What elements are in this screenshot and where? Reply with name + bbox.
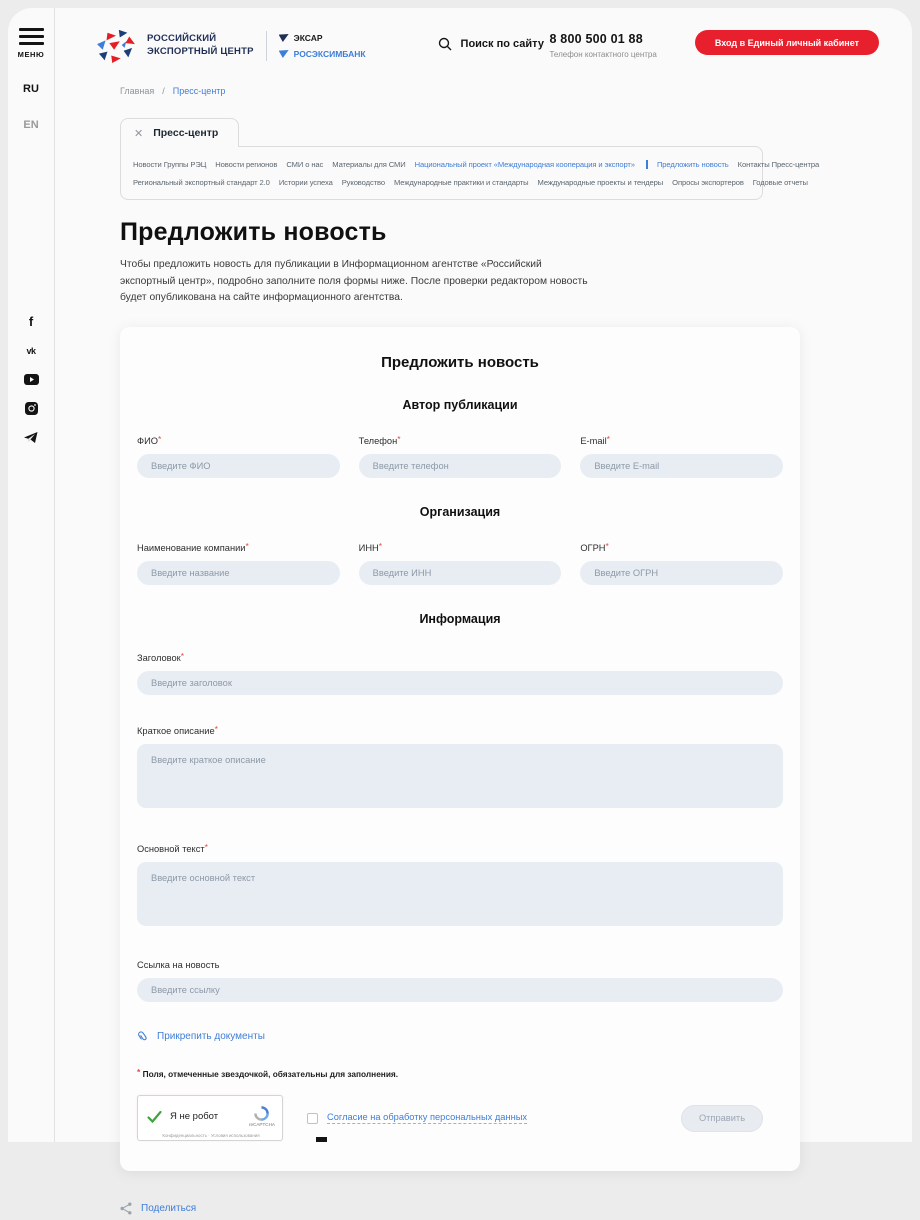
phone-caption: Телефон контактного центра [549, 50, 657, 59]
site-search[interactable] [438, 37, 544, 51]
nav-link[interactable]: Новости регионов [215, 160, 278, 169]
section-organization: Организация [419, 505, 501, 520]
share-icon [120, 1202, 132, 1215]
captcha-label: Я не робот [170, 1111, 219, 1123]
form-footer-row [137, 1095, 783, 1141]
news-link-input[interactable] [137, 978, 783, 1002]
divider [266, 31, 267, 61]
partner-links [279, 33, 366, 59]
search-icon [438, 37, 452, 51]
section-information: Информация [419, 612, 501, 627]
telegram-icon[interactable] [24, 431, 38, 445]
tab-press-center[interactable]: ✕ Пресс-центр [120, 118, 239, 147]
suggest-news-form [120, 327, 800, 1171]
nav-link[interactable]: Истории успеха [278, 178, 333, 187]
login-button[interactable]: Вход в Единый личный кабинет [695, 30, 879, 55]
inn-input[interactable] [359, 561, 562, 585]
search-label: Поиск по сайту [460, 38, 544, 50]
menu-button[interactable] [18, 28, 45, 59]
required-marker: * [606, 434, 610, 445]
field-news-link: Ссылка на новость Введите ссылку [137, 960, 783, 1002]
recaptcha-widget[interactable] [137, 1095, 283, 1141]
facebook-icon[interactable]: f [28, 314, 34, 330]
breadcrumb [120, 86, 912, 96]
nav-link[interactable]: Годовые отчеты [752, 178, 808, 187]
check-icon [147, 1111, 162, 1123]
lang-en[interactable]: EN [23, 118, 39, 131]
press-center-tabs [120, 118, 820, 200]
field-ogrn: ОГРН* Введите ОГРН [580, 541, 783, 585]
field-fio: ФИО* Введите ФИО [137, 434, 340, 478]
attach-documents-link[interactable]: Прикрепить документы [137, 1030, 265, 1043]
consent-checkbox[interactable] [307, 1113, 318, 1124]
eksar-link[interactable]: ЭКСАР [279, 33, 366, 43]
instagram-icon[interactable] [24, 402, 38, 416]
section-author: Автор публикации [402, 398, 518, 413]
required-marker: * [378, 541, 383, 552]
nav-link[interactable]: Международные проекты и тендеры [537, 178, 664, 187]
social-links [24, 315, 38, 445]
field-company: Наименование компании* Введите название [137, 541, 340, 585]
fio-input[interactable] [137, 454, 340, 478]
nav-link[interactable]: Региональный экспортный стандарт 2.0 [133, 178, 270, 187]
lang-ru[interactable]: RU [23, 82, 39, 95]
form-title: Предложить новость [381, 354, 539, 372]
required-marker: * [245, 541, 249, 552]
youtube-icon[interactable] [24, 373, 38, 387]
field-main-text: Основной текст* Введите основной текст [137, 842, 783, 931]
intro-text: Чтобы предложить новость для публикации в Информационном агентстве «Российский экспортный центр», подробно заполните поля формы ниже. После проверки редактором новость будет опубликована на сайте информационного агентства. [120, 259, 588, 304]
required-marker: * [397, 434, 401, 445]
logo[interactable] [95, 28, 366, 64]
menu-label: МЕНЮ [17, 49, 45, 59]
roseximbank-link[interactable]: РОСЭКСИМБАНК [279, 49, 366, 59]
field-inn: ИНН* Введите ИНН [359, 541, 562, 585]
required-fields-note: * Поля, отмеченные звездочкой, обязательны для заполнения. [137, 1067, 399, 1080]
headline-input[interactable] [137, 671, 783, 695]
header [56, 8, 912, 64]
nav-link[interactable]: Новости Группы РЭЦ [133, 160, 207, 169]
phone-input[interactable] [359, 454, 562, 478]
phone-number: 8 800 500 01 88 [549, 32, 643, 46]
nav-link[interactable]: СМИ о нас [286, 160, 324, 169]
captcha-fineprint: Конфиденциальность · Условия использования [162, 1133, 260, 1139]
close-icon[interactable]: ✕ [134, 127, 144, 140]
ogrn-input[interactable] [580, 561, 783, 585]
paperclip-icon [134, 1028, 151, 1046]
contact-phone [549, 32, 656, 59]
company-input[interactable] [137, 561, 340, 585]
submit-button[interactable]: Отправить [681, 1105, 763, 1132]
required-marker: * [605, 541, 609, 552]
content-area [56, 8, 912, 1215]
recaptcha-logo-icon: reCAPTCHA [249, 1106, 275, 1127]
nav-link[interactable]: Международные практики и стандарты [394, 178, 529, 187]
nav-link-suggest-news[interactable]: Предложить новость [646, 160, 729, 169]
short-description-textarea[interactable] [137, 744, 783, 808]
consent-label[interactable]: Согласие на обработку персональных данных [327, 1112, 528, 1123]
breadcrumb-home[interactable]: Главная [120, 86, 155, 96]
page [8, 8, 912, 1215]
footer-cutoff-text [316, 1137, 327, 1142]
nav-link[interactable]: Опросы экспортеров [672, 178, 744, 187]
flag-icon [279, 50, 289, 58]
main-text-textarea[interactable] [137, 862, 783, 926]
breadcrumb-separator: / [162, 86, 165, 96]
nav-link[interactable]: Руководство [341, 178, 385, 187]
main [56, 86, 912, 1220]
left-rail [8, 8, 55, 1142]
field-email: E-mail* Введите E-mail [580, 434, 783, 478]
required-marker: * [137, 1067, 141, 1078]
nav-link-national-project[interactable]: Национальный проект «Международная кооперация и экспорт» [414, 160, 635, 169]
share-link[interactable]: Поделиться [120, 1202, 196, 1215]
logo-text: РОССИЙСКИЙ ЭКСПОРТНЫЙ ЦЕНТР [147, 33, 254, 57]
required-marker: * [214, 724, 218, 735]
field-short-description: Краткое описание* Введите краткое описание [137, 724, 783, 813]
required-marker: * [157, 434, 162, 445]
required-marker: * [204, 842, 208, 853]
email-input[interactable] [580, 454, 783, 478]
nav-link[interactable]: Материалы для СМИ [332, 160, 406, 169]
rec-logo-icon [95, 28, 137, 64]
breadcrumb-current[interactable]: Пресс-центр [172, 86, 226, 96]
menu-icon [19, 28, 44, 50]
section-nav [120, 146, 820, 200]
field-phone: Телефон* Введите телефон [359, 434, 562, 478]
flag-icon [279, 34, 289, 42]
required-marker: * [180, 651, 185, 662]
nav-link[interactable]: Контакты Пресс-центра [737, 160, 820, 169]
vk-icon[interactable]: vk [26, 345, 36, 356]
field-headline: Заголовок* Введите заголовок [137, 651, 783, 695]
consent-control[interactable] [307, 1112, 527, 1124]
page-title: Предложить новость [120, 218, 387, 246]
